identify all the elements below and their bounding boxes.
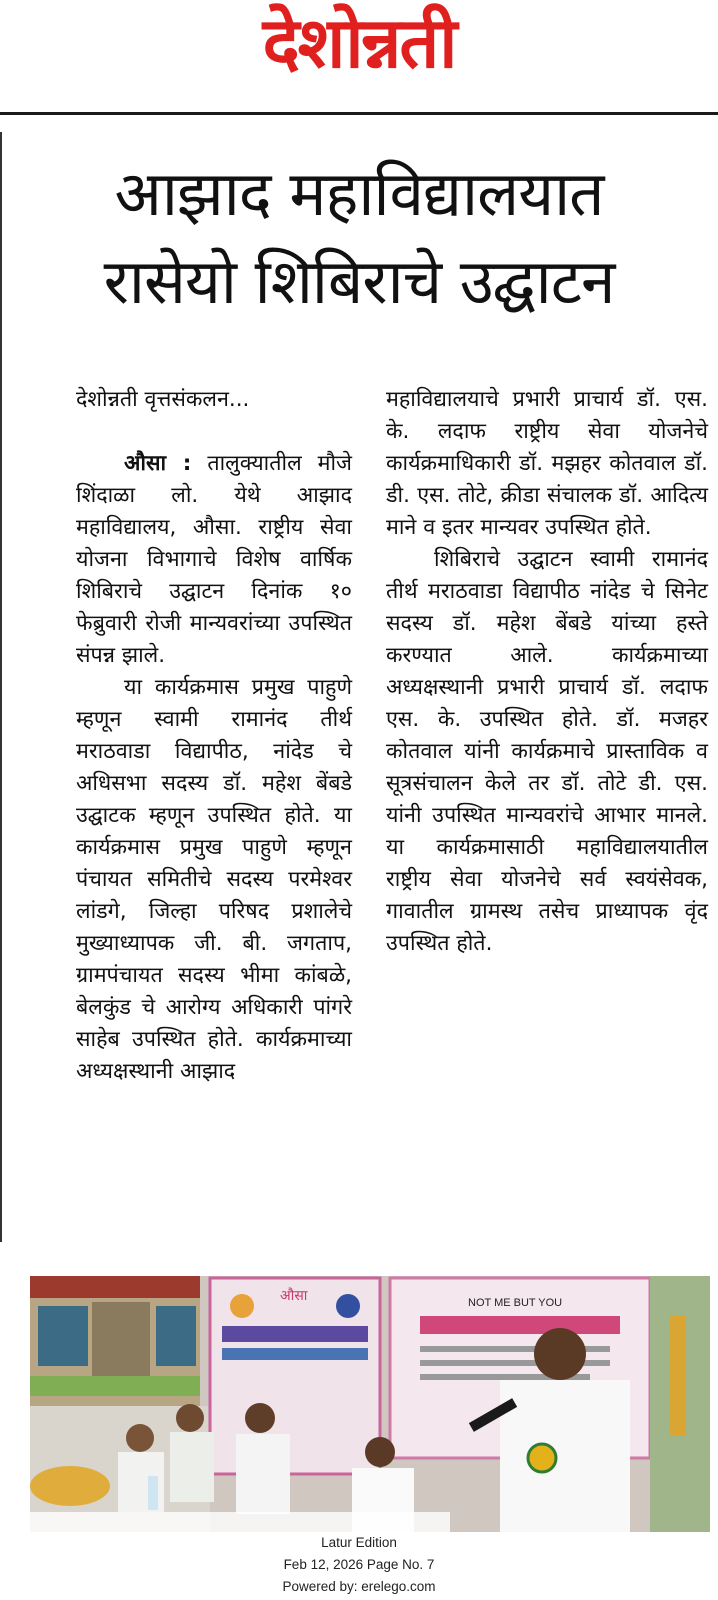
headline-line-1: आझाद महाविद्यालयात — [114, 157, 604, 230]
article-headline — [0, 150, 718, 326]
banner-right-text: NOT ME BUT YOU — [468, 1297, 563, 1309]
article-paragraph — [76, 448, 352, 672]
page-footer — [0, 1532, 718, 1598]
byline: देशोन्नती वृत्तसंकलन... — [76, 387, 250, 412]
banner-left-text: औसा — [280, 1288, 308, 1304]
article-column-left — [76, 384, 352, 1088]
article-paragraph: शिबिराचे उद्घाटन स्वामी रामानंद तीर्थ मराठवाडा विद्यापीठ नांदेड चे सिनेट सदस्य डॉ. महेश बेंबडे यांच्या हस्ते करण्यात आले. कार्यक्रमाच्या अध्यक्षस्थानी प्रभारी प्राचार्य डॉ. लदाफ एस. के. उपस्थित होते. डॉ. मजहर कोतवाल यांनी कार्यक्रमाचे प्रास्ताविक व सूत्रसंचालन केले तर डॉ. तोटे डी. एस. यांनी उपस्थित मान्यवरांचे आभार मानले. या कार्यक्रमासाठी महाविद्यालयातील राष्ट्रीय सेवा योजनेचे सर्व स्वयंसेवक, गावातील ग्रामस्थ तसेच प्राध्यापक वृंद उपस्थित होते. — [386, 547, 708, 956]
date-page-label: Feb 12, 2026 Page No. 7 — [283, 1557, 435, 1572]
edition-label: Latur Edition — [321, 1535, 397, 1550]
article-paragraph: महाविद्यालयाचे प्रभारी प्राचार्य डॉ. एस. के. लदाफ राष्ट्रीय सेवा योजनेचे कार्यक्रमाधिकारी डॉ. मझहर कोतवाल डॉ. डी. एस. तोटे, क्रीडा संचालक डॉ. आदित्य माने व इतर मान्यवर उपस्थित होते. — [386, 387, 708, 540]
masthead-rule — [0, 112, 718, 115]
article-photo — [30, 1276, 710, 1532]
event-photo-image — [30, 1276, 710, 1532]
headline-line-2: रासेयो शिबिराचे उद्घाटन — [103, 245, 615, 318]
powered-by-label: Powered by: erelego.com — [282, 1579, 436, 1594]
article-column-right — [386, 384, 708, 960]
newspaper-logo: देशोन्नती — [262, 2, 456, 84]
article-paragraph: या कार्यक्रमास प्रमुख पाहुणे म्हणून स्वामी रामानंद तीर्थ मराठवाडा विद्यापीठ, नांदेड चे अधिसभा सदस्य डॉ. महेश बेंबडे उद्घाटक म्हणून उपस्थित होते. या कार्यक्रमास प्रमुख पाहुणे म्हणून पंचायत समितीचे सदस्य परमेश्वर लांडगे, जिल्हा परिषद प्रशालेचे मुख्याध्यापक जी. बी. जगताप, ग्रामपंचायत सदस्य भीमा कांबळे, बेलकुंड चे आरोग्य अधिकारी पांगरे साहेब उपस्थित होते. कार्यक्रमाच्या अध्यक्षस्थानी आझाद — [76, 675, 352, 1084]
dateline: औसा : — [124, 451, 192, 476]
paragraph-text: तालुक्यातील मौजे शिंदाळा लो. येथे आझाद महाविद्यालय, औसा. राष्ट्रीय सेवा योजना विभागाचे विशेष वार्षिक शिबिराचे उद्घाटन दिनांक १० फेब्रुवारी रोजी मान्यवरांच्या उपस्थित संपन्न झाले. — [76, 451, 353, 668]
masthead — [0, 0, 718, 112]
